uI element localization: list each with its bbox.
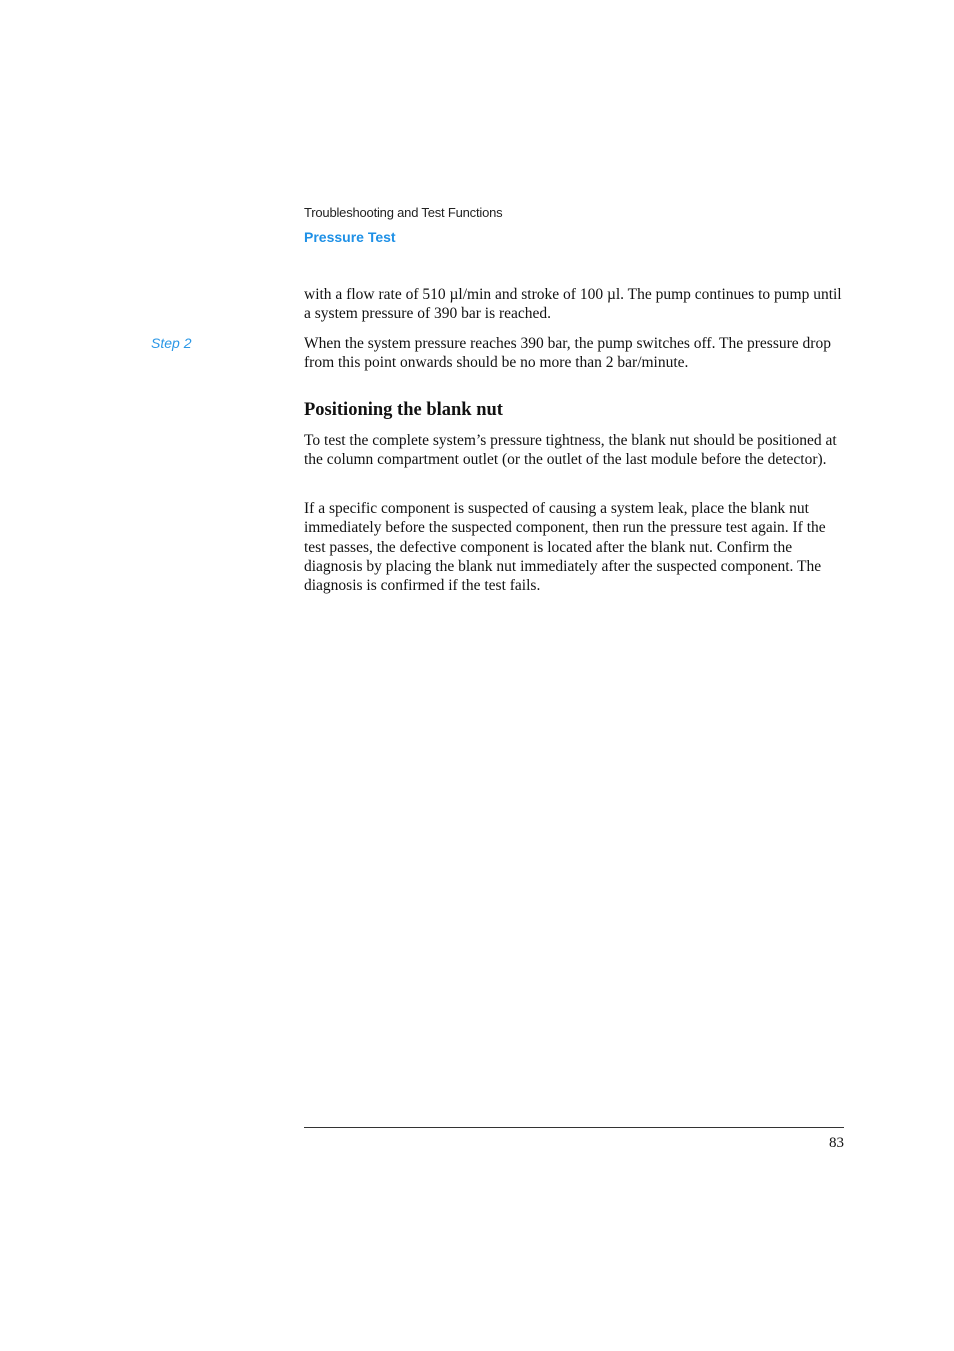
step-label: Step 2 xyxy=(151,335,192,351)
paragraph-system-tightness: To test the complete system’s pressure tightness, the blank nut should be positioned at the column compartment outlet (or the outlet of the last module before the detector). xyxy=(304,432,837,469)
paragraph-component-leak: If a specific component is suspected of causing a system leak, place the blank nut immediately before the suspected component, then run the pressure test again. If the test passes, the defective component is located after the blank nut. Confirm the diagnosis by placing the blank nut immediately after the suspected component. The diagnosis is confirmed if the test fails. xyxy=(304,500,826,595)
paragraph-flow-rate: with a flow rate of 510 µl/min and stroke of 100 µl. The pump continues to pump until a system pressure of 390 bar is reached. xyxy=(304,286,842,323)
section-title: Pressure Test xyxy=(304,229,396,245)
chapter-title: Troubleshooting and Test Functions xyxy=(304,205,503,220)
page-number: 83 xyxy=(829,1135,844,1151)
footer-divider xyxy=(304,1127,844,1128)
paragraph-step-2: When the system pressure reaches 390 bar, the pump switches off. The pressure drop from this point onwards should be no more than 2 bar/minute. xyxy=(304,335,831,372)
subheading-blank-nut: Positioning the blank nut xyxy=(304,400,503,420)
